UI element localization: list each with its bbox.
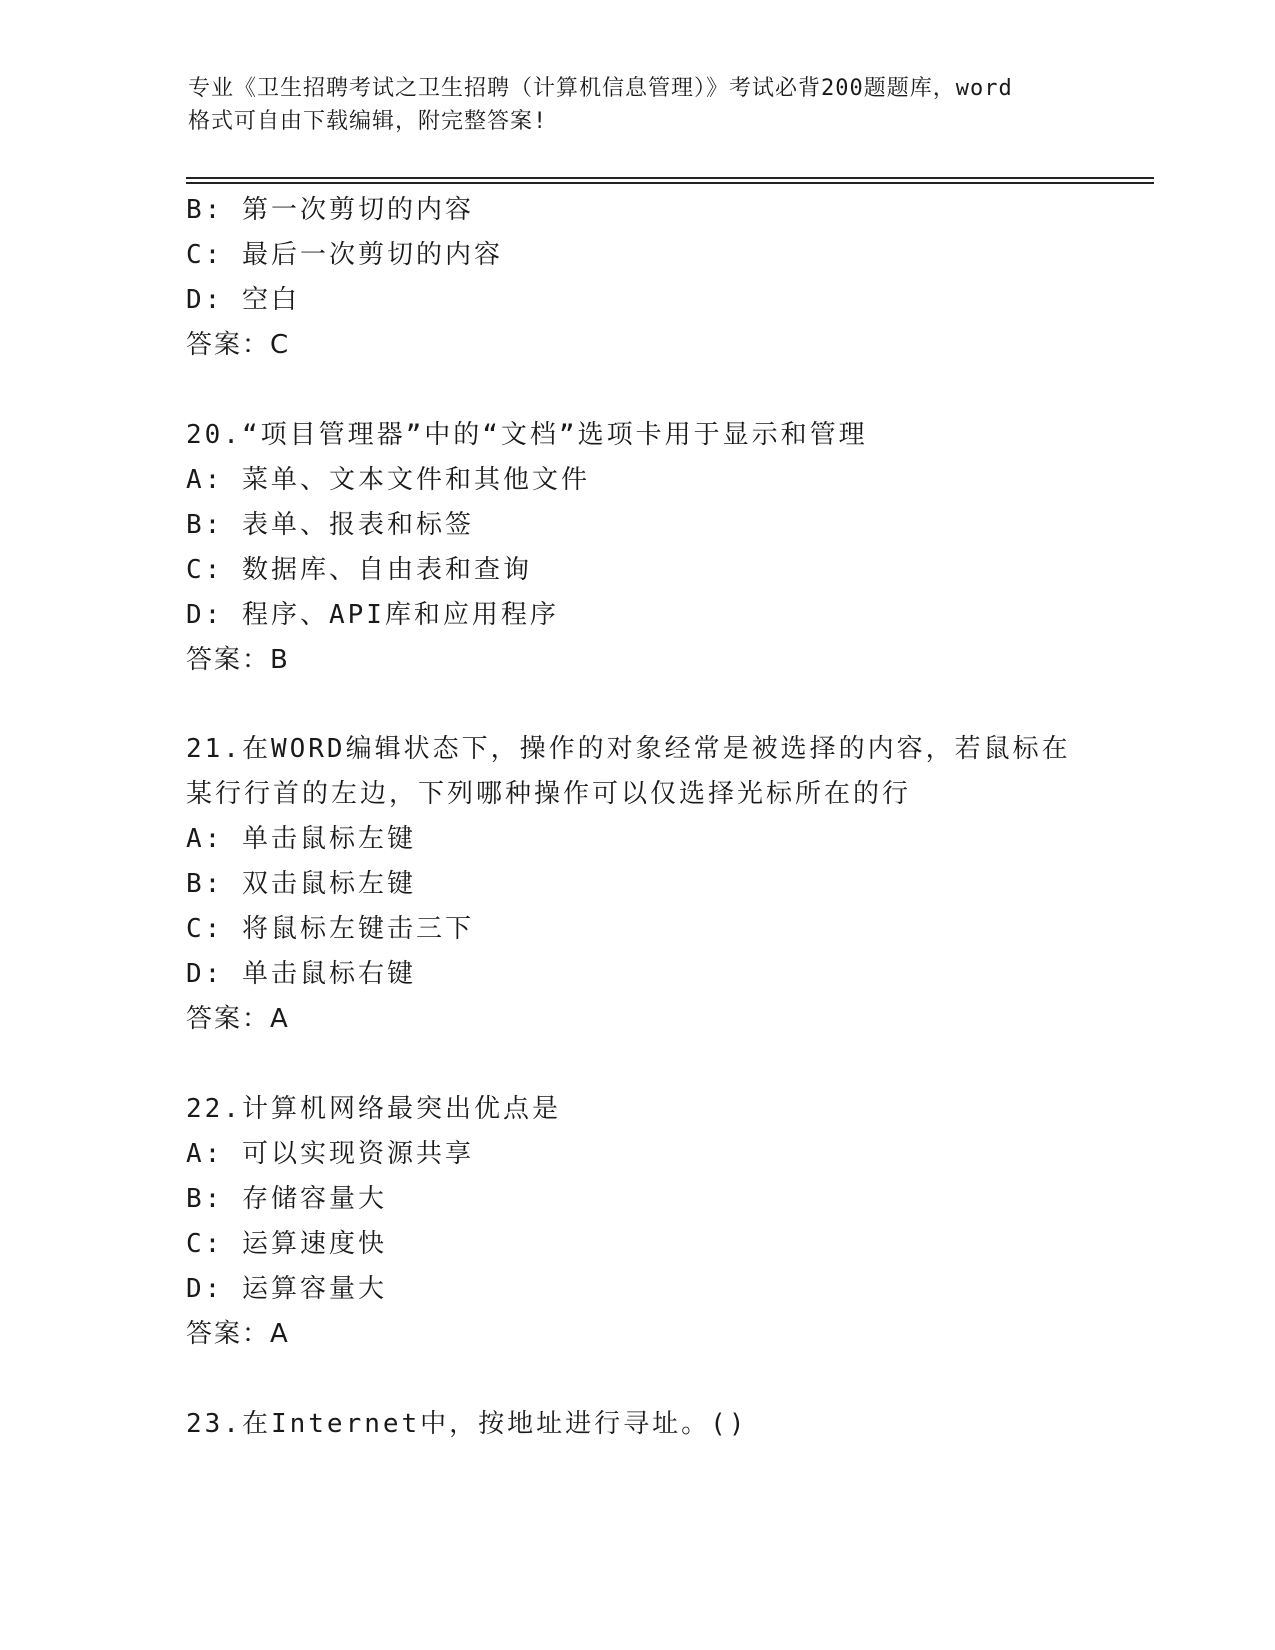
q22-option-c: C: 运算速度快 — [186, 1229, 387, 1259]
document-header — [188, 72, 1088, 138]
q20-question: 20.“项目管理器”中的“文档”选项卡用于显示和管理 — [186, 420, 868, 450]
header-divider-bottom — [186, 182, 1154, 184]
q20-option-d: D: 程序、API库和应用程序 — [186, 600, 559, 630]
q20-option-b: B: 表单、报表和标签 — [186, 510, 474, 540]
q19-option-b: B: 第一次剪切的内容 — [186, 195, 474, 225]
q22-option-a: A: 可以实现资源共享 — [186, 1139, 474, 1169]
header-divider-top — [186, 177, 1154, 179]
q21-answer: 答案：A — [186, 1004, 290, 1034]
header-title-line2: 格式可自由下载编辑，附完整答案! — [188, 109, 548, 134]
q22-option-d: D: 运算容量大 — [186, 1274, 387, 1304]
q22-option-b: B: 存储容量大 — [186, 1184, 387, 1214]
q22-answer: 答案：A — [186, 1319, 290, 1349]
q21-option-d: D: 单击鼠标右键 — [186, 959, 416, 989]
q21-question-line1: 21.在WORD编辑状态下，操作的对象经常是被选择的内容，若鼠标在 — [186, 734, 1071, 764]
q22-question: 22.计算机网络最突出优点是 — [186, 1094, 561, 1124]
q21-option-b: B: 双击鼠标左键 — [186, 869, 416, 899]
q20-option-a: A: 菜单、文本文件和其他文件 — [186, 465, 590, 495]
header-title-line1: 专业《卫生招聘考试之卫生招聘（计算机信息管理）》考试必背200题题库，word — [188, 76, 1013, 101]
q20-option-c: C: 数据库、自由表和查询 — [186, 555, 532, 585]
q20-answer: 答案：B — [186, 645, 290, 675]
q19-option-d: D: 空白 — [186, 285, 300, 315]
q21-option-a: A: 单击鼠标左键 — [186, 824, 416, 854]
q19-option-c: C: 最后一次剪切的内容 — [186, 240, 503, 270]
q19-answer: 答案：C — [186, 330, 291, 360]
q23-question: 23.在Internet中，按地址进行寻址。() — [186, 1409, 748, 1439]
q21-option-c: C: 将鼠标左键击三下 — [186, 914, 474, 944]
q21-question-line2: 某行行首的左边，下列哪种操作可以仅选择光标所在的行 — [186, 779, 912, 809]
